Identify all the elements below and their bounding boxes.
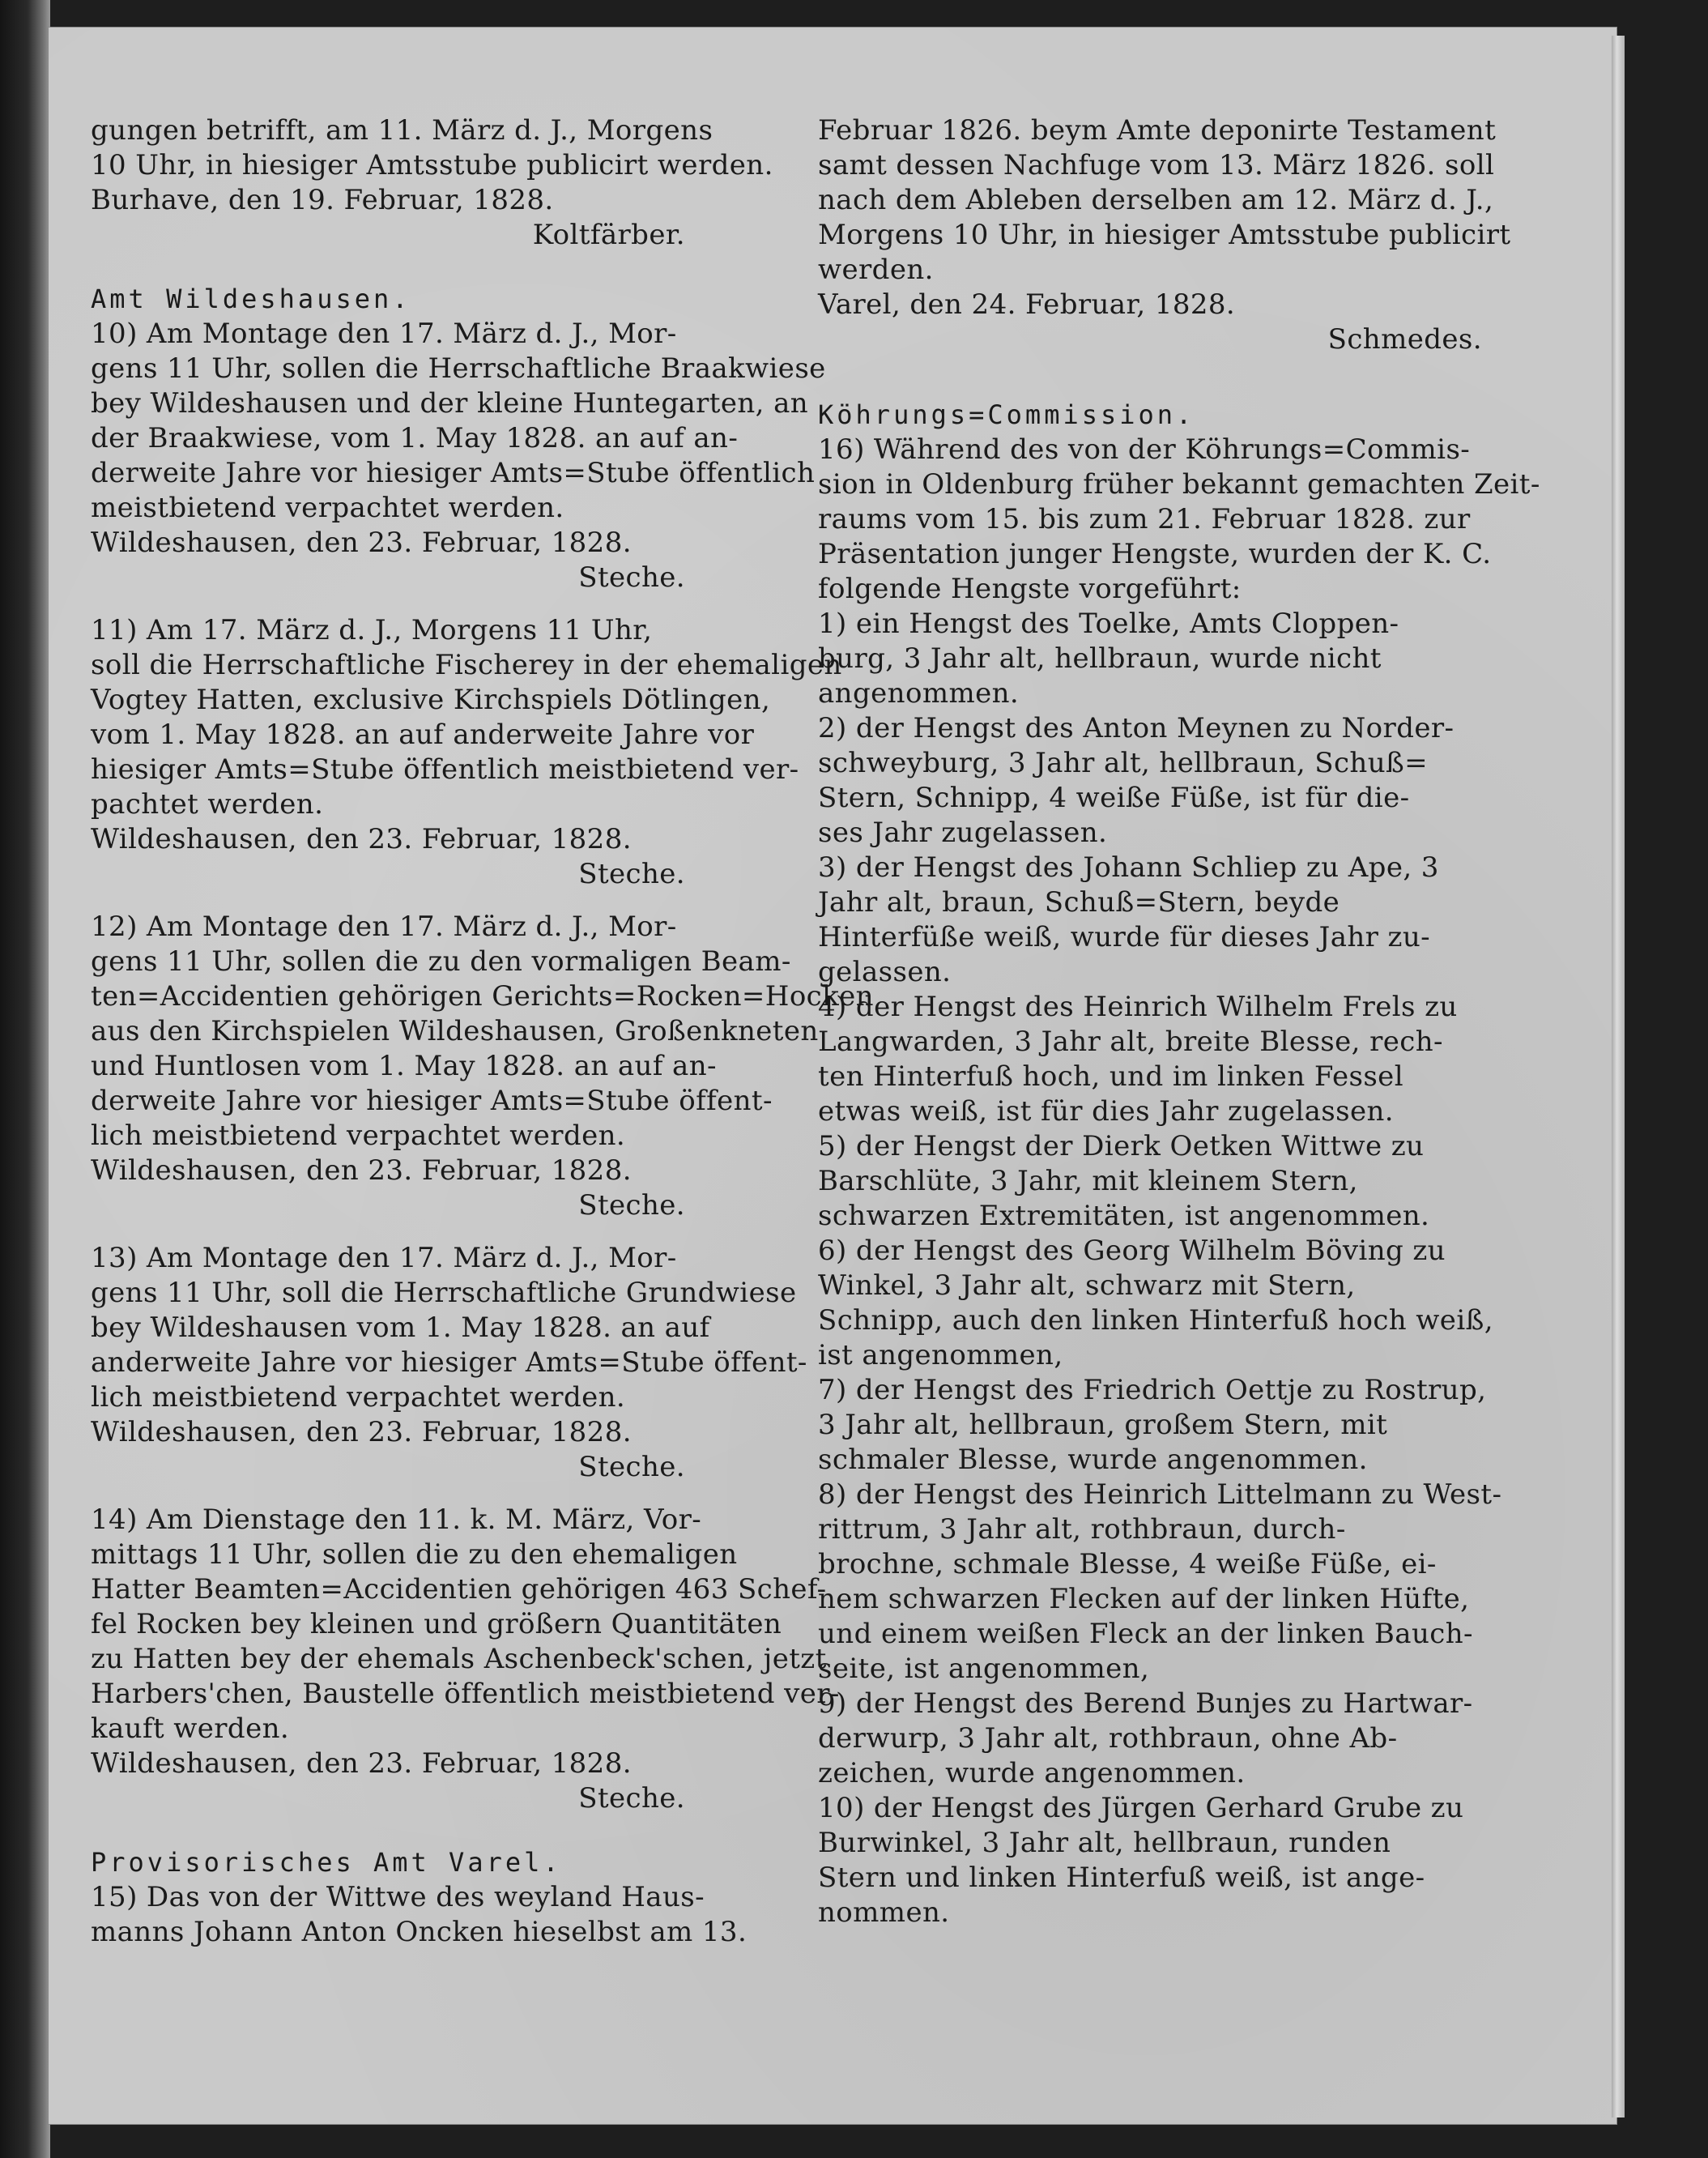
list-item xyxy=(818,1234,1493,1373)
text-line: derweite Jahre vor hiesiger Amts=Stube öffentlich xyxy=(91,457,816,489)
notice-10 xyxy=(91,317,826,595)
section-heading: Köhrungs=Commission. xyxy=(818,399,1195,430)
text-line: 11) Am 17. März d. J., Morgens 11 Uhr, xyxy=(91,614,653,646)
text-line: 16) Während des von der Köhrungs=Commis- xyxy=(818,433,1471,466)
text-line: Winkel, 3 Jahr alt, schwarz mit Stern, xyxy=(818,1269,1356,1302)
text-line: derweite Jahre vor hiesiger Amts=Stube öffent- xyxy=(91,1085,773,1117)
text-line: fel Rocken bey kleinen und größern Quantitäten xyxy=(91,1608,782,1640)
signature: Koltfärber. xyxy=(532,219,685,251)
text-line: Hatter Beamten=Accidentien gehörigen 463 Schef- xyxy=(91,1573,827,1606)
text-line: etwas weiß, ist für dies Jahr zugelassen. xyxy=(818,1095,1395,1128)
text-line: ten Hinterfuß hoch, und im linken Fessel xyxy=(818,1060,1403,1093)
signature: Steche. xyxy=(578,858,685,890)
text-line: bey Wildeshausen vom 1. May 1828. an auf xyxy=(91,1311,710,1344)
text-line: lich meistbietend verpachtet werden. xyxy=(91,1381,626,1414)
text-line: schweyburg, 3 Jahr alt, hellbraun, Schuß= xyxy=(818,747,1429,779)
text-line: mittags 11 Uhr, sollen die zu den ehemaligen xyxy=(91,1538,738,1571)
text-line: werden. xyxy=(818,254,934,286)
text-line: zu Hatten bey der ehemals Aschenbeck'schen, jetzt xyxy=(91,1643,827,1675)
list-item xyxy=(818,1478,1502,1687)
text-line: kauft werden. xyxy=(91,1712,290,1745)
text-line: Februar 1826. beym Amte deponirte Testament xyxy=(818,114,1497,147)
text-line: ist angenommen, xyxy=(818,1339,1063,1371)
text-line: 14) Am Dienstage den 11. k. M. März, Vor- xyxy=(91,1503,702,1536)
list-item xyxy=(818,1129,1490,1234)
notice-13 xyxy=(91,1241,807,1485)
carry-over-notice xyxy=(91,113,773,253)
text-line: Stern, Schnipp, 4 weiße Füße, ist für die- xyxy=(818,782,1410,814)
text-line: zeichen, wurde angenommen. xyxy=(818,1757,1246,1789)
text-line: 10) der Hengst des Jürgen Gerhard Grube zu xyxy=(818,1792,1464,1824)
text-line: ten=Accidentien gehörigen Gerichts=Rocken=Hocken xyxy=(91,980,874,1013)
section-heading: Amt Wildeshausen. xyxy=(91,284,411,314)
list-item xyxy=(818,1791,1490,1930)
text-line: nommen. xyxy=(818,1896,950,1929)
text-line: gelassen. xyxy=(818,956,952,988)
notice-15-start xyxy=(91,1880,748,1950)
text-line: angenommen. xyxy=(818,677,1020,710)
text-line: Stern und linken Hinterfuß weiß, ist ange- xyxy=(818,1862,1425,1894)
text-line: samt dessen Nachfuge vom 13. März 1826. soll xyxy=(818,149,1495,181)
text-line: und Huntlosen vom 1. May 1828. an auf an- xyxy=(91,1050,717,1082)
text-line: rittrum, 3 Jahr alt, rothbraun, durch- xyxy=(818,1513,1346,1546)
text-line: meistbietend verpachtet werden. xyxy=(91,492,564,524)
text-line: 9) der Hengst des Berend Bunjes zu Hartwar- xyxy=(818,1687,1473,1720)
text-line: der Braakwiese, vom 1. May 1828. an auf an- xyxy=(91,422,739,454)
text-line: Hinterfüße weiß, wurde für dieses Jahr zu- xyxy=(818,921,1431,953)
signature: Schmedes. xyxy=(1327,323,1482,356)
place-date: Wildeshausen, den 23. Februar, 1828. xyxy=(91,1416,632,1448)
text-line: Burhave, den 19. Februar, 1828. xyxy=(91,184,554,216)
list-item xyxy=(818,607,1490,711)
text-line: 2) der Hengst des Anton Meynen zu Norder- xyxy=(818,712,1455,744)
text-line: Präsentation junger Hengste, wurden der K. C. xyxy=(818,538,1492,570)
text-line: vom 1. May 1828. an auf anderweite Jahre vor xyxy=(91,719,755,751)
place-date: Wildeshausen, den 23. Februar, 1828. xyxy=(91,1154,632,1187)
notice-11 xyxy=(91,613,842,892)
list-item xyxy=(818,1373,1490,1478)
text-line: ses Jahr zugelassen. xyxy=(818,817,1108,849)
place-date: Wildeshausen, den 23. Februar, 1828. xyxy=(91,823,632,855)
text-line: 10 Uhr, in hiesiger Amtsstube publicirt werden. xyxy=(91,149,773,181)
left-column xyxy=(91,113,874,1950)
text-line: Langwarden, 3 Jahr alt, breite Blesse, rech- xyxy=(818,1026,1443,1058)
notice-16-intro xyxy=(818,433,1540,607)
signature: Steche. xyxy=(578,561,685,594)
text-line: folgende Hengste vorgeführt: xyxy=(818,573,1242,605)
text-line: gens 11 Uhr, sollen die Herrschaftliche Braakwiese xyxy=(91,352,826,385)
notice-14 xyxy=(91,1503,840,1816)
text-line: gungen betrifft, am 11. März d. J., Morgens xyxy=(91,114,713,147)
place-date: Varel, den 24. Februar, 1828. xyxy=(818,288,1236,321)
text-line: und einem weißen Fleck an der linken Bauch- xyxy=(818,1618,1473,1650)
signature: Steche. xyxy=(578,1782,685,1815)
text-line: 6) der Hengst des Georg Wilhelm Böving zu xyxy=(818,1235,1446,1267)
text-line: 3) der Hengst des Johann Schliep zu Ape, 3 xyxy=(818,851,1439,884)
section-heading: Provisorisches Amt Varel. xyxy=(91,1847,562,1878)
signature: Steche. xyxy=(578,1451,685,1483)
text-line: 5) der Hengst der Dierk Oetken Wittwe zu xyxy=(818,1130,1425,1162)
list-item xyxy=(818,990,1490,1129)
signature: Steche. xyxy=(578,1189,685,1222)
text-line: bey Wildeshausen und der kleine Huntegarten, an xyxy=(91,387,809,420)
text-line: lich meistbietend verpachtet werden. xyxy=(91,1120,626,1152)
text-line: 12) Am Montage den 17. März d. J., Mor- xyxy=(91,911,677,943)
text-line: Vogtey Hatten, exclusive Kirchspiels Dötlingen, xyxy=(91,684,771,716)
text-line: 8) der Hengst des Heinrich Littelmann zu West- xyxy=(818,1478,1502,1511)
text-line: 3 Jahr alt, hellbraun, großem Stern, mit xyxy=(818,1409,1388,1441)
text-line: burg, 3 Jahr alt, hellbraun, wurde nicht xyxy=(818,642,1382,675)
list-item xyxy=(818,711,1490,851)
text-line: brochne, schmale Blesse, 4 weiße Füße, ei- xyxy=(818,1548,1437,1580)
text-line: schmaler Blesse, wurde angenommen. xyxy=(818,1444,1368,1476)
notice-15-end xyxy=(818,113,1511,357)
text-line: seite, ist angenommen, xyxy=(818,1653,1150,1685)
text-line: raums vom 15. bis zum 21. Februar 1828. zur xyxy=(818,503,1471,535)
page-edge xyxy=(1612,36,1625,2117)
right-column xyxy=(818,113,1540,1930)
text-line: Morgens 10 Uhr, in hiesiger Amtsstube publicirt xyxy=(818,219,1511,251)
text-line: Barschlüte, 3 Jahr, mit kleinem Stern, xyxy=(818,1165,1358,1197)
notice-12 xyxy=(91,910,874,1223)
list-item xyxy=(818,1687,1490,1791)
text-line: gens 11 Uhr, sollen die zu den vormaligen Beam- xyxy=(91,945,791,978)
text-line: aus den Kirchspielen Wildeshausen, Großenkneten xyxy=(91,1015,819,1047)
place-date: Wildeshausen, den 23. Februar, 1828. xyxy=(91,527,632,559)
text-line: Schnipp, auch den linken Hinterfuß hoch weiß, xyxy=(818,1304,1493,1337)
text-line: Jahr alt, braun, Schuß=Stern, beyde xyxy=(818,886,1340,919)
text-line: derwurp, 3 Jahr alt, rothbraun, ohne Ab- xyxy=(818,1722,1398,1755)
text-line: nach dem Ableben derselben am 12. März d. J., xyxy=(818,184,1494,216)
text-line: soll die Herrschaftliche Fischerey in der ehemaligen xyxy=(91,649,842,681)
text-line: pachtet werden. xyxy=(91,788,324,821)
text-line: nem schwarzen Flecken auf der linken Hüfte, xyxy=(818,1583,1470,1615)
text-line: 7) der Hengst des Friedrich Oettje zu Rostrup, xyxy=(818,1374,1487,1406)
text-line: gens 11 Uhr, soll die Herrschaftliche Grundwiese xyxy=(91,1277,797,1309)
place-date: Wildeshausen, den 23. Februar, 1828. xyxy=(91,1747,632,1780)
text-line: Harbers'chen, Baustelle öffentlich meistbietend ver- xyxy=(91,1678,840,1710)
text-line: anderweite Jahre vor hiesiger Amts=Stube öffent- xyxy=(91,1346,807,1379)
text-line: 4) der Hengst des Heinrich Wilhelm Frels zu xyxy=(818,991,1458,1023)
text-line: schwarzen Extremitäten, ist angenommen. xyxy=(818,1200,1430,1232)
text-line: hiesiger Amts=Stube öffentlich meistbietend ver- xyxy=(91,753,799,786)
list-item xyxy=(818,851,1490,990)
text-line: manns Johann Anton Oncken hieselbst am 13. xyxy=(91,1916,748,1948)
text-line: 15) Das von der Wittwe des weyland Haus- xyxy=(91,1881,705,1913)
text-line: sion in Oldenburg früher bekannt gemachten Zeit- xyxy=(818,468,1540,501)
stallion-list xyxy=(818,607,1502,1930)
text-line: 1) ein Hengst des Toelke, Amts Cloppen- xyxy=(818,608,1399,640)
book-binding xyxy=(0,0,50,2158)
text-line: 13) Am Montage den 17. März d. J., Mor- xyxy=(91,1242,677,1274)
text-line: Burwinkel, 3 Jahr alt, hellbraun, runden xyxy=(818,1827,1391,1859)
text-line: 10) Am Montage den 17. März d. J., Mor- xyxy=(91,318,677,350)
